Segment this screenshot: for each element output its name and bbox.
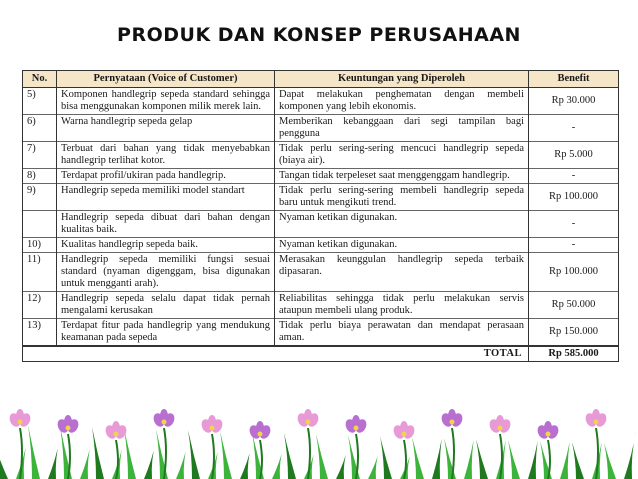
flower-center — [402, 432, 407, 437]
row-benefit: Rp 100.000 — [529, 184, 619, 211]
row-gain: Merasakan keunggulan handlegrip sepeda terbaik dipasaran. — [275, 253, 529, 292]
total-label: TOTAL — [23, 346, 529, 362]
grass-blade — [124, 428, 136, 479]
row-benefit: Rp 5.000 — [529, 142, 619, 169]
flower-stem — [356, 434, 358, 479]
grass-blade — [604, 443, 616, 479]
row-statement: Handlegrip sepeda selalu dapat tidak pernah mengalami kerusakan — [57, 292, 275, 319]
grass-blade — [240, 444, 252, 479]
flower-stem — [596, 428, 598, 479]
flower-stem — [260, 440, 262, 479]
grass-blade — [560, 429, 572, 479]
grass-blade — [272, 445, 284, 479]
row-number: 6) — [23, 115, 57, 142]
row-statement: Terbuat dari bahan yang tidak menyebabkan handlegrip terlihat kotor. — [57, 142, 275, 169]
column-header-benefit: Benefit — [529, 71, 619, 88]
flower-center — [66, 426, 71, 431]
column-header-statement: Pernyataan (Voice of Customer) — [57, 71, 275, 88]
grass-blade — [80, 439, 92, 479]
table-row — [23, 115, 619, 142]
row-number — [23, 211, 57, 238]
row-statement: Komponen handlegrip sepeda standard sehingga bisa menggunakan komponen milik merek lain. — [57, 88, 275, 115]
flower-stem — [308, 428, 310, 479]
flower-center — [258, 432, 263, 437]
row-gain: Nyaman ketikan digunakan. — [275, 211, 529, 238]
flower-center — [162, 420, 167, 425]
table-row — [23, 169, 619, 184]
row-number: 12) — [23, 292, 57, 319]
benefit-table — [22, 70, 618, 362]
table-row — [23, 88, 619, 115]
row-statement: Terdapat fitur pada handlegrip yang mendukung keamanan pada sepeda — [57, 319, 275, 347]
grass-blade — [0, 449, 8, 479]
grass-blade — [92, 427, 104, 479]
table-row — [23, 184, 619, 211]
row-benefit: Rp 100.000 — [529, 253, 619, 292]
row-statement: Warna handlegrip sepeda gelap — [57, 115, 275, 142]
grass-blade — [28, 425, 40, 479]
row-benefit: Rp 50.000 — [529, 292, 619, 319]
row-gain: Nyaman ketikan digunakan. — [275, 238, 529, 253]
row-number: 8) — [23, 169, 57, 184]
grass-blade — [572, 442, 584, 479]
row-statement: Kualitas handlegrip sepeda baik. — [57, 238, 275, 253]
row-benefit: Rp 30.000 — [529, 88, 619, 115]
grass-blade — [380, 436, 392, 479]
flower-stem — [20, 428, 22, 479]
flower-stem — [404, 440, 406, 479]
grass-blade — [336, 447, 348, 479]
grass-blade — [316, 434, 328, 479]
flower-center — [450, 420, 455, 425]
row-statement: Handlegrip sepeda dibuat dari bahan dengan kualitas baik. — [57, 211, 275, 238]
grass-blade — [284, 433, 296, 479]
table-row — [23, 238, 619, 253]
flower-stem — [452, 428, 454, 479]
row-statement: Handlegrip sepeda memiliki model standart — [57, 184, 275, 211]
flower-center — [594, 420, 599, 425]
row-statement: Terdapat profil/ukiran pada handlegrip. — [57, 169, 275, 184]
row-number: 7) — [23, 142, 57, 169]
row-number: 13) — [23, 319, 57, 347]
row-number: 11) — [23, 253, 57, 292]
row-benefit: Rp 150.000 — [529, 319, 619, 347]
grass-blade — [176, 442, 188, 479]
row-gain: Tidak perlu sering-sering mencuci handlegrip sepeda (biaya air). — [275, 142, 529, 169]
grass-blade — [48, 438, 60, 479]
row-statement: Handlegrip sepeda memiliki fungsi sesuai standard (nyaman digenggam, bisa digunakan untuk mengganti arah). — [57, 253, 275, 292]
grass-blade — [368, 448, 380, 479]
row-number: 5) — [23, 88, 57, 115]
table-row — [23, 319, 619, 347]
table-row — [23, 211, 619, 238]
row-gain: Tangan tidak terpeleset saat menggenggam handlegrip. — [275, 169, 529, 184]
flower-stem — [116, 440, 118, 479]
column-header-gain: Keuntungan yang Diperoleh — [275, 71, 529, 88]
grass-blade — [528, 428, 540, 479]
table-header-row — [23, 71, 619, 88]
total-value: Rp 585.000 — [529, 346, 619, 362]
grass-blade — [476, 439, 488, 479]
flower-stem — [68, 434, 70, 479]
flower-center — [306, 420, 311, 425]
row-gain: Tidak perlu biaya perawatan dan mendapat perasaan aman. — [275, 319, 529, 347]
table-row — [23, 142, 619, 169]
flower-stem — [212, 434, 214, 479]
row-gain: Memberikan kebanggaan dari segi tampilan bagi pengguna — [275, 115, 529, 142]
row-gain: Dapat melakukan penghematan dengan membeli komponen yang lebih ekonomis. — [275, 88, 529, 115]
flower-center — [18, 420, 23, 425]
table-row — [23, 253, 619, 292]
row-benefit: - — [529, 115, 619, 142]
row-number: 10) — [23, 238, 57, 253]
row-benefit: - — [529, 169, 619, 184]
flower-center — [546, 432, 551, 437]
flower-stem — [500, 434, 502, 479]
flower-stem — [164, 428, 166, 479]
grass-blade — [624, 431, 636, 479]
grass-blade — [412, 437, 424, 479]
grass-blade — [144, 441, 156, 479]
flower-center — [114, 432, 119, 437]
flower-stem — [548, 440, 550, 479]
grass-blade — [220, 431, 232, 479]
row-benefit: - — [529, 238, 619, 253]
flower-center — [498, 426, 503, 431]
flower-grass-border — [0, 402, 638, 479]
page-title: PRODUK DAN KONSEP PERUSAHAAN — [117, 24, 521, 46]
row-gain: Tidak perlu sering-sering membeli handlegrip sepeda baru untuk mengikuti trend. — [275, 184, 529, 211]
row-number: 9) — [23, 184, 57, 211]
table-row — [23, 292, 619, 319]
total-row — [23, 346, 619, 362]
grass-blade — [508, 440, 520, 479]
flower-center — [210, 426, 215, 431]
grass-blade — [432, 425, 444, 479]
row-benefit: - — [529, 211, 619, 238]
grass-blade — [188, 430, 200, 479]
grass-blade — [464, 426, 476, 479]
column-header-no: No. — [23, 71, 57, 88]
row-gain: Reliabilitas sehingga tidak perlu melakukan servis ataupun membeli ulang produk. — [275, 292, 529, 319]
flower-center — [354, 426, 359, 431]
